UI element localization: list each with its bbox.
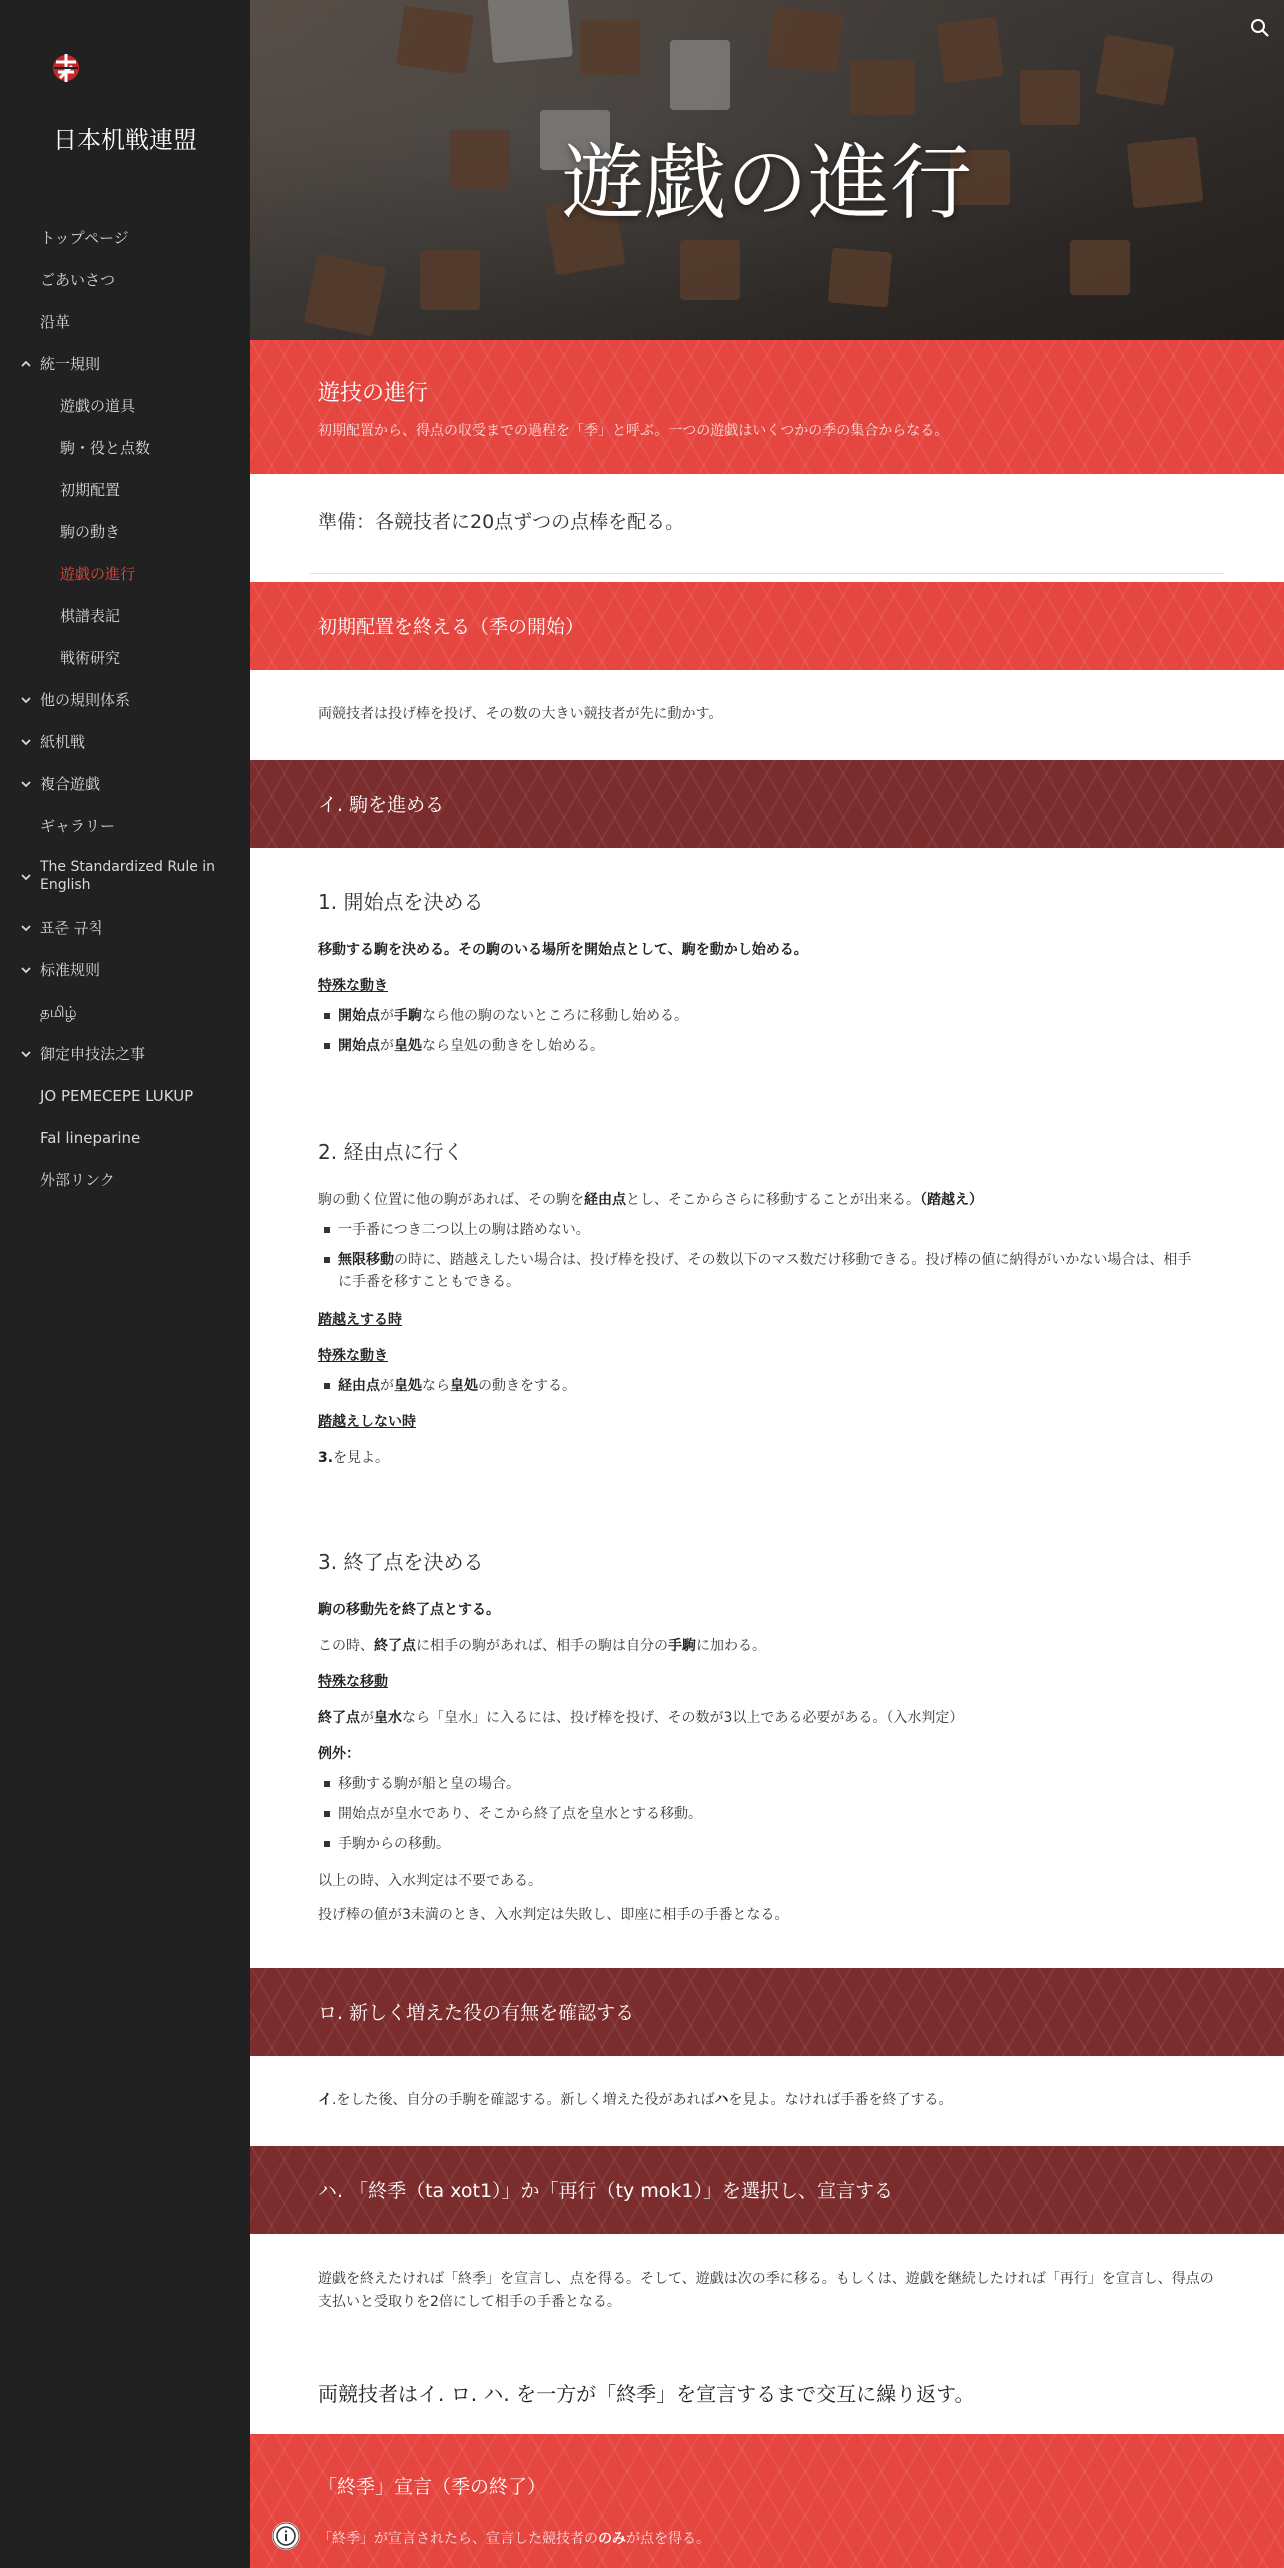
bullet [324,1781,330,1787]
info-icon[interactable] [272,2522,300,2550]
step2-title: 2. 経由点に行く [318,1140,464,1164]
site-logo[interactable] [46,48,86,88]
section-subtitle: 「終季」が宣言されたら、宣言した競技者ののみが点を得る。 [318,2531,710,2547]
setup-text: 両競技者は投げ棒を投げ、その数の大きい競技者が先に動かす。 [318,706,723,722]
section-check-new-roles [250,1968,1284,2056]
step3-exception-2: 開始点が皇水であり、そこから終了点を皇水とする移動。 [338,1806,702,1822]
section-heading: 遊技の進行 [318,381,429,406]
step2-lead: 駒の動く位置に他の駒があれば、その駒を経由点とし、そこからさらに移動することが出来る。（踏越え） [318,1192,983,1208]
section-heading: ハ. 「終季（ta xot1）」か「再行（ty mok1）」を選択し、宣言する [318,2180,893,2202]
bullet [324,1257,330,1263]
section-heading: ロ. 新しく増えた役の有無を確認する [318,2002,635,2024]
bullet [324,1841,330,1847]
declare-text: 遊戯を終えたければ「終季」を宣言し、点を得る。そして、遊戯は次の季に移る。もしくは、遊戯を継続したければ「再行」を宣言し、得点の支払いと受取りを2倍にして相手の手番となる。 [318,2271,1214,2310]
chevron-down-icon[interactable] [19,693,33,707]
step3-line2: この時、終了点に相手の駒があれば、相手の駒は自分の手駒に加わる。 [318,1638,766,1654]
step3-line3: 終了点が皇水なら「皇水」に入るには、投げ棒を投げ、その数が3以上である必要がある。（入水判定） [318,1710,964,1726]
bullet [324,1383,330,1389]
step3-exception-3: 手駒からの移動。 [338,1836,450,1852]
section-season-end [250,2434,1284,2568]
step1-bullet-1: 開始点が手駒なら他の駒のないところに移動し始める。 [338,1008,688,1024]
step1-title: 1. 開始点を決める [318,890,484,914]
step3-line5: 投げ棒の値が3未満のとき、入水判定は失敗し、即座に相手の手番となる。 [318,1907,789,1923]
step3-lead: 駒の移動先を終了点とする。 [318,1602,500,1618]
section-advance-piece [250,760,1284,848]
chevron-down-icon[interactable] [19,1047,33,1061]
bullet [324,1227,330,1233]
step2-special-label: 特殊な動き [318,1348,388,1364]
sidebar: 日本机戦連盟 トップページ ごあいさつ 沿革 統一規則 遊戯の道具 駒・役と点数 初期配置 駒の動き 遊戯の進行 棋譜表記 戦術研究 他の規則体系 紙机戦 複合遊戯 ギャラリー The Standardized Rule in English 표준 규칙 标准规则 தமிழ் 御定申技法之事 JO PEMECEPE LUKUP Fal lineparine 外部リンク [0,0,250,2568]
repeat-text: 両競技者はイ. ロ. ハ. を一方が「終季」を宣言するまで交互に繰り返す。 [318,2382,975,2406]
chevron-up-icon[interactable] [19,357,33,371]
chevron-down-icon[interactable] [19,921,33,935]
section-initial-setup-end [250,582,1284,670]
chevron-down-icon[interactable] [19,777,33,791]
section-game-progress [250,340,1284,474]
step2-bullet-1: 一手番につき二つ以上の駒は踏めない。 [338,1222,590,1238]
preparation-text: 準備：各競技者に20点ずつの点棒を配る。 [318,511,685,533]
step2-when-nostep: 踏越えしない時 [318,1414,416,1430]
step3-special-label: 特殊な移動 [318,1674,388,1690]
section-subtitle: 初期配置から、得点の収受までの過程を「季」と呼ぶ。一つの遊戯はいくつかの季の集合からなる。 [318,423,949,439]
step2-bullet-2: 無限移動の時に、踏越えしたい場合は、投げ棒を投げ、その数以下のマス数だけ移動できる。投げ棒の値に納得がいかない場合は、相手に手番を移すこともできる。 [338,1252,1192,1290]
step3-except-label: 例外： [318,1746,360,1762]
chevron-down-icon[interactable] [19,870,33,884]
site-title[interactable]: 日本机戦連盟 [53,126,197,154]
step1-special-label: 特殊な動き [318,978,388,994]
bullet [324,1043,330,1049]
search-icon[interactable] [1250,18,1270,38]
bullet [324,1811,330,1817]
section-declare [250,2146,1284,2234]
chevron-down-icon[interactable] [19,963,33,977]
step1-bullet-2: 開始点が皇処なら皇処の動きをし始める。 [338,1038,604,1054]
hero-banner [250,0,1284,340]
step2-when-step: 踏越えする時 [318,1312,402,1328]
page-title: 遊戯の進行 [561,136,972,231]
step2-bullet-3: 経由点が皇処なら皇処の動きをする。 [338,1378,576,1394]
bullet [324,1013,330,1019]
step3-exception-1: 移動する駒が船と皇の場合。 [338,1776,520,1792]
step1-lead: 移動する駒を決める。その駒のいる場所を開始点として、駒を動かし始める。 [318,942,808,958]
divider [310,573,1224,574]
section-heading: 「終季」宣言（季の終了） [318,2476,547,2498]
section-heading: イ. 駒を進める [318,794,445,816]
step2-see: 3.を見よ。 [318,1450,390,1466]
chevron-down-icon[interactable] [19,735,33,749]
step3-title: 3. 終了点を決める [318,1550,484,1574]
check-roles-text: イ.をした後、自分の手駒を確認する。新しく増えた役があればハを見よ。なければ手番を終了する。 [318,2092,953,2108]
step3-line4: 以上の時、入水判定は不要である。 [318,1873,542,1889]
section-heading: 初期配置を終える（季の開始） [318,616,585,638]
